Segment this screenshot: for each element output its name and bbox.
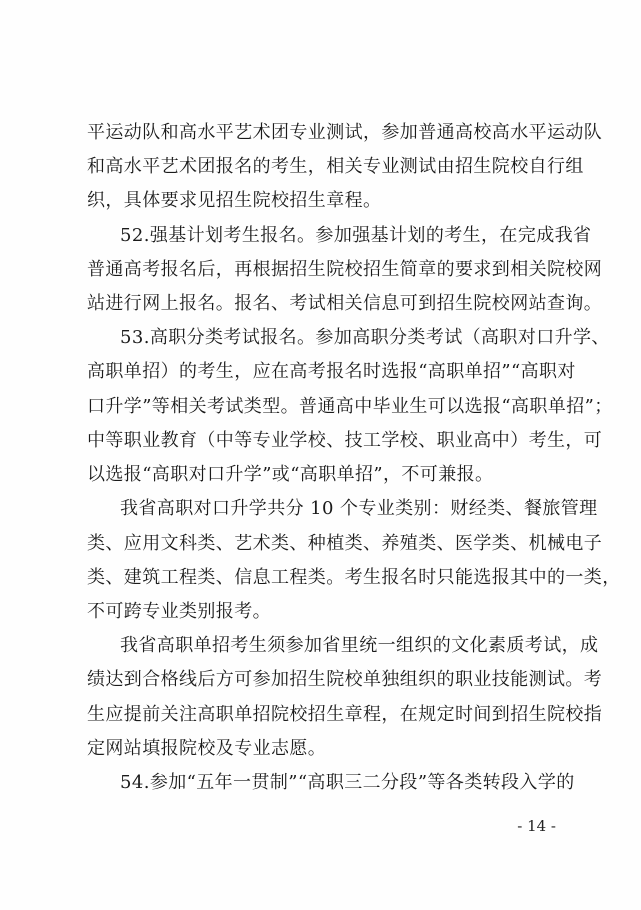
text-line-8: 高职单招）的考生，应在高考报名时选报“高职单招”“高职对 xyxy=(87,361,576,382)
text-line-1: 平运动队和高水平艺术团专业测试，参加普通高校高水平运动队 xyxy=(87,122,603,143)
text-line-15: 不可跨专业类别报考。 xyxy=(87,601,271,622)
text-line-11: 以选报“高职对口升学”或“高职单招”，不可兼报。 xyxy=(87,464,494,485)
text-line-10: 中等职业教育（中等专业学校、技工学校、职业高中）考生，可 xyxy=(87,430,603,451)
text-line-6: 站进行网上报名。报名、考试相关信息可到招生院校网站查询。 xyxy=(87,293,603,314)
text-line-19: 定网站填报院校及专业志愿。 xyxy=(87,738,327,759)
text-line-9: 口升学”等相关考试类型。普通高中毕业生可以选报“高职单招”； xyxy=(87,396,613,417)
text-line-17: 绩达到合格线后方可参加招生院校单独组织的职业技能测试。考 xyxy=(87,669,603,690)
text-line-14: 类、建筑工程类、信息工程类。考生报名时只能选报其中的一类， xyxy=(87,567,621,588)
text-line-18: 生应提前关注高职单招院校招生章程，在规定时间到招生院校指 xyxy=(87,704,603,725)
text-line-4: 52.强基计划考生报名。参加强基计划的考生，在完成我省 xyxy=(120,225,592,246)
text-line-20: 54.参加“五年一贯制”“高职三二分段”等各类转段入学的 xyxy=(120,772,575,793)
text-line-3: 织，具体要求见招生院校招生章程。 xyxy=(87,190,382,211)
text-line-13: 类、应用文科类、艺术类、种植类、养殖类、医学类、机械电子 xyxy=(87,533,603,554)
text-line-12: 我省高职对口升学共分 10 个专业类别：财经类、餐旅管理 xyxy=(120,498,598,519)
text-line-16: 我省高职单招考生须参加省里统一组织的文化素质考试，成 xyxy=(120,635,599,656)
text-line-7: 53.高职分类考试报名。参加高职分类考试（高职对口升学、 xyxy=(120,327,610,348)
text-line-5: 普通高考报名后，再根据招生院校招生简章的要求到相关院校网 xyxy=(87,259,603,280)
page-number: - 14 - xyxy=(517,817,556,835)
text-line-2: 和高水平艺术团报名的考生，相关专业测试由招生院校自行组 xyxy=(87,156,584,177)
